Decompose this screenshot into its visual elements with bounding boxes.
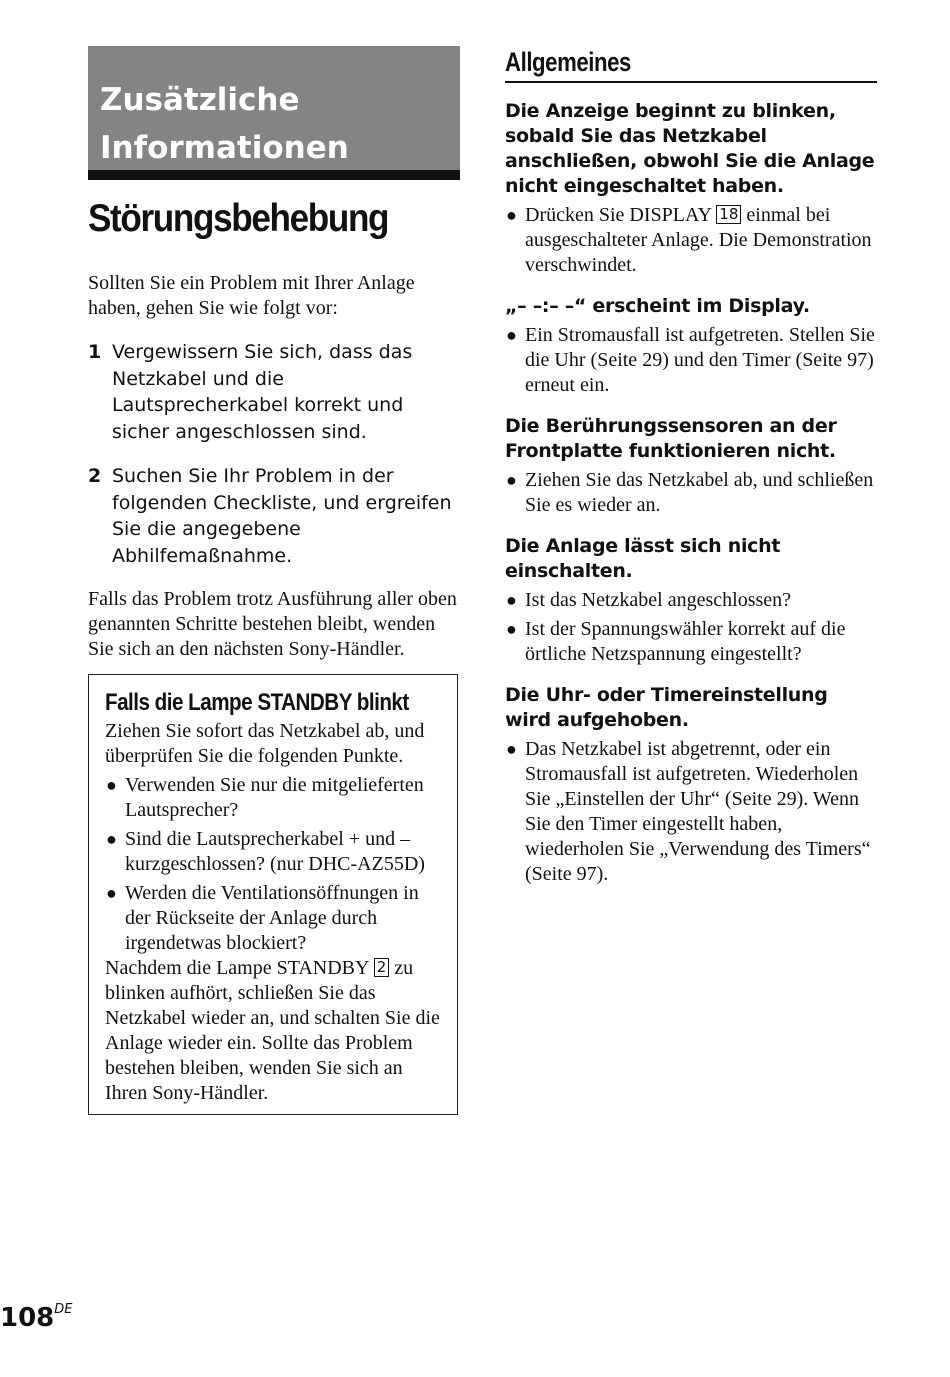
list-item-text: Ziehen Sie das Netzkabel ab, und schließen Sie es wieder an. bbox=[525, 469, 874, 516]
box-intro: Ziehen Sie sofort das Netzkabel ab, und überprüfen Sie die folgenden Punkte. bbox=[105, 720, 425, 767]
list-item bbox=[505, 617, 877, 667]
bullet-icon: ● bbox=[106, 883, 117, 903]
bullet-icon: ● bbox=[506, 205, 517, 225]
step-text: Suchen Sie Ihr Problem in der folgenden Checkliste, und ergreifen Sie die angegebene Abhilfemaßnahme. bbox=[112, 465, 452, 567]
step-number: 2 bbox=[88, 465, 102, 487]
list-item-text: Ist das Netzkabel angeschlossen? bbox=[525, 589, 792, 611]
list-item bbox=[505, 468, 877, 518]
intro-text: Sollten Sie ein Problem mit Ihrer Anlage haben, gehen Sie wie folgt vor: bbox=[88, 272, 415, 319]
bullet-icon: ● bbox=[506, 619, 517, 639]
list-item bbox=[105, 827, 443, 877]
box-after-text bbox=[105, 956, 443, 1106]
bullet-icon: ● bbox=[106, 775, 117, 795]
bullet-icon: ● bbox=[506, 325, 517, 345]
list-item-text: Sind die Lautsprecherkabel + und – kurzgeschlossen? (nur DHC-AZ55D) bbox=[125, 828, 425, 875]
left-column bbox=[88, 46, 460, 1115]
problem-item bbox=[505, 534, 877, 667]
list-item bbox=[105, 773, 443, 823]
bullet-icon: ● bbox=[506, 470, 517, 490]
bullet-icon: ● bbox=[506, 590, 517, 610]
key-number-badge: 2 bbox=[374, 958, 390, 977]
section-banner bbox=[88, 46, 460, 170]
bullet-icon: ● bbox=[106, 829, 117, 849]
section-heading: Allgemeines bbox=[505, 47, 631, 77]
solution-list bbox=[505, 203, 877, 278]
problem-title: Die Uhr- oder Timereinstellung wird aufgehoben. bbox=[505, 684, 828, 731]
list-item-text: Das Netzkabel ist abgetrennt, oder ein Stromausfall ist aufgetreten. Wiederholen Sie „Einstellen der Uhr“ (Seite 29). Wenn Sie den Timer eingestellt haben, wiederholen Sie „Verwendung des Timers“ (Seite 97). bbox=[525, 738, 871, 885]
problem-item bbox=[505, 99, 877, 278]
problem-item bbox=[505, 294, 877, 398]
list-item-text: einmal bei ausgeschalteter Anlage. Die Demonstration verschwindet. bbox=[525, 204, 872, 276]
list-item bbox=[505, 203, 877, 278]
problem-item bbox=[505, 414, 877, 518]
problem-title: „– –:– –“ erscheint im Display. bbox=[505, 295, 810, 317]
problem-item bbox=[505, 683, 877, 887]
problem-title: Die Berührungssensoren an der Frontplatte funktionieren nicht. bbox=[505, 415, 837, 462]
box-after-text-part: Nachdem die Lampe STANDBY bbox=[105, 957, 369, 979]
problem-title: Die Anzeige beginnt zu blinken, sobald Sie das Netzkabel anschließen, obwohl Sie die Anlage nicht eingeschaltet haben. bbox=[505, 100, 875, 197]
bullet-icon: ● bbox=[506, 739, 517, 759]
heading-divider bbox=[505, 81, 877, 83]
step-1 bbox=[88, 339, 460, 445]
step-number: 1 bbox=[88, 341, 102, 363]
banner-line-2: Informationen bbox=[100, 130, 349, 166]
key-number-badge: 18 bbox=[716, 205, 741, 224]
list-item bbox=[505, 588, 877, 613]
list-item bbox=[505, 323, 877, 398]
page-title: Störungsbehebung bbox=[88, 197, 389, 240]
step-2 bbox=[88, 463, 460, 569]
list-item-text: Werden die Ventilationsöffnungen in der Rückseite der Anlage durch irgendetwas blockiert? bbox=[125, 882, 419, 954]
solution-list bbox=[505, 737, 877, 887]
problem-title: Die Anlage lässt sich nicht einschalten. bbox=[505, 535, 781, 582]
banner-line-1: Zusätzliche bbox=[100, 82, 300, 118]
solution-list bbox=[505, 588, 877, 667]
list-item-text: Ist der Spannungswähler korrekt auf die örtliche Netzspannung eingestellt? bbox=[525, 618, 846, 665]
page-number-value: 108 bbox=[0, 1303, 55, 1333]
list-item-text: Drücken Sie DISPLAY bbox=[525, 204, 712, 226]
right-column bbox=[505, 46, 877, 891]
solution-list bbox=[505, 323, 877, 398]
step-text: Vergewissern Sie sich, dass das Netzkabel und die Lautsprecherkabel korrekt und sicher angeschlossen sind. bbox=[112, 341, 413, 443]
list-item bbox=[505, 737, 877, 887]
solution-list bbox=[505, 468, 877, 518]
standby-info-box bbox=[88, 674, 458, 1115]
page-language-suffix: DE bbox=[54, 1302, 73, 1317]
closing-text: Falls das Problem trotz Ausführung aller oben genannten Schritte bestehen bleibt, wenden Sie sich an den nächsten Sony-Händler. bbox=[88, 588, 457, 660]
list-item bbox=[105, 881, 443, 956]
box-after-text-part: zu blinken aufhört, schließen Sie das Netzkabel wieder an, und schalten Sie die Anlage wieder ein. Sollte das Problem bestehen bleiben, wenden Sie sich an Ihren Sony-Händler. bbox=[105, 957, 440, 1104]
list-item-text: Ein Stromausfall ist aufgetreten. Stellen Sie die Uhr (Seite 29) und den Timer (Seite 97) erneut ein. bbox=[525, 324, 875, 396]
box-bullet-list bbox=[105, 773, 443, 956]
page-number bbox=[0, 1292, 73, 1336]
box-title: Falls die Lampe STANDBY blinkt bbox=[105, 689, 409, 716]
list-item-text: Verwenden Sie nur die mitgelieferten Lautsprecher? bbox=[125, 774, 424, 821]
